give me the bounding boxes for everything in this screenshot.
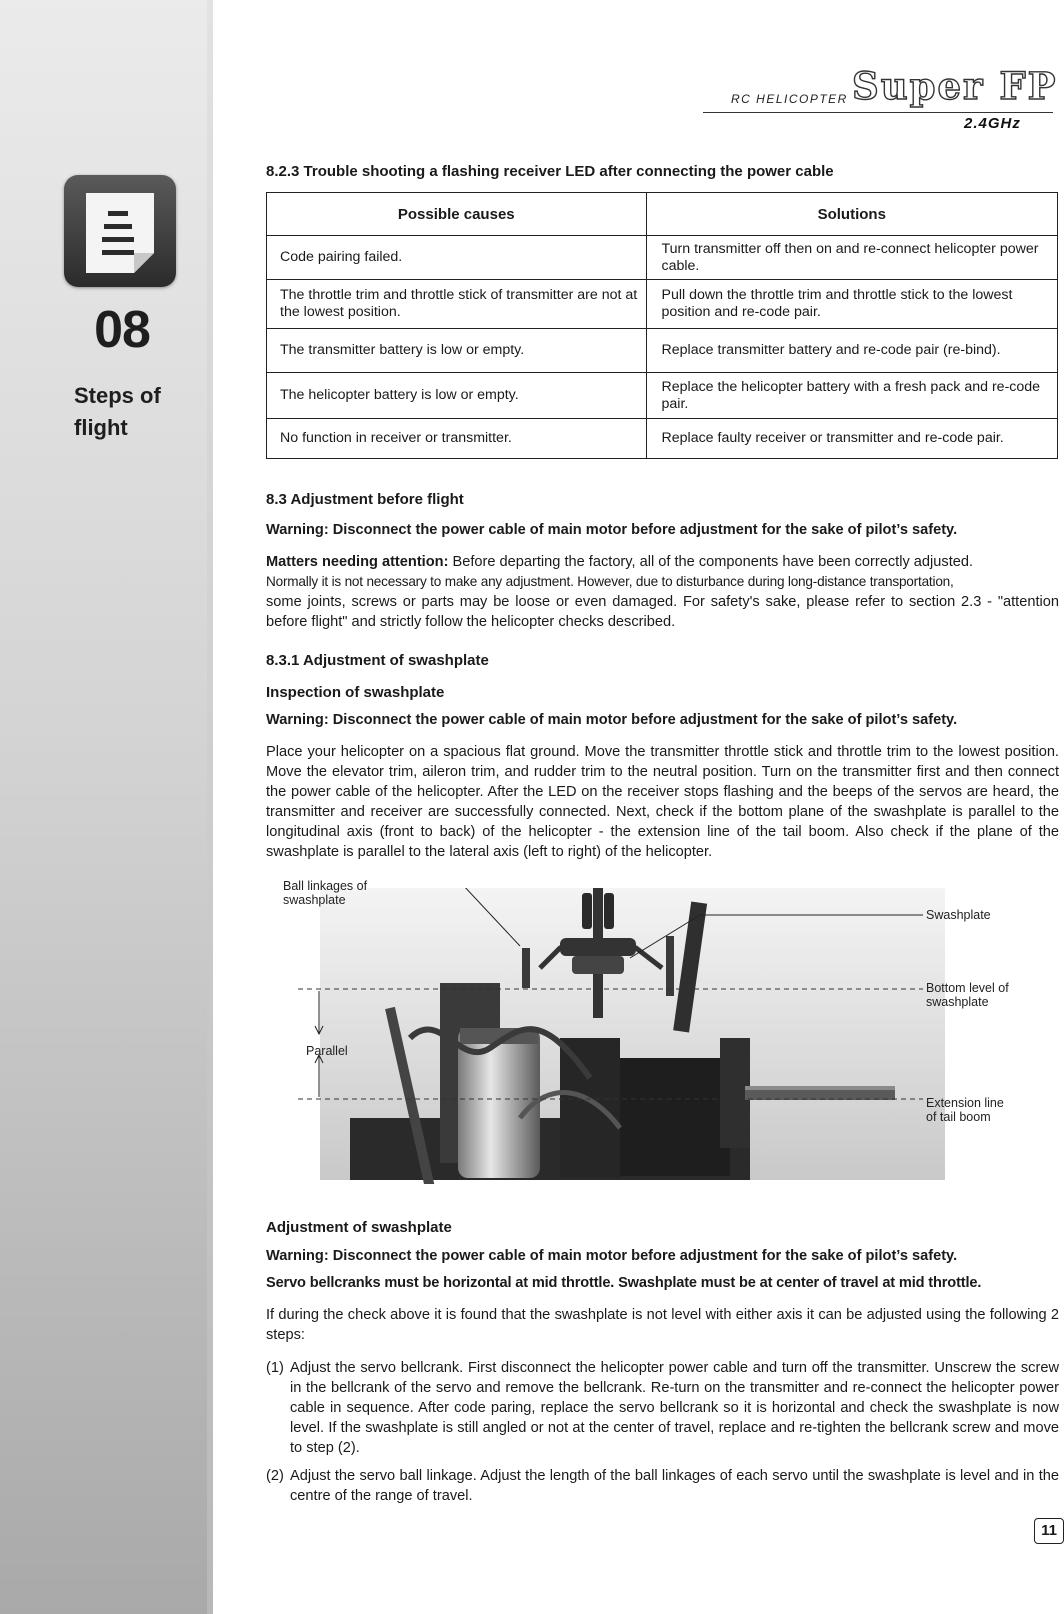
adjustment-title: Adjustment of swashplate — [266, 1219, 452, 1236]
attention-paragraph — [266, 552, 1059, 632]
col-header-solutions: Solutions — [646, 193, 1057, 236]
inspection-paragraph: Place your helicopter on a spacious flat ground. Move the transmitter throttle stick and throttle trim to the lowest position. Move the elevator trim, aileron trim, and rudder trim to the neutral position. Turn on the transmitter first and then connect the power cable of the helicopter. After the LED on the receiver stops flashing and the beeps of the servos are heard, the transmitter and receiver are successfully connected. Next, check if the bottom plane of the swashplate is parallel to the longitudinal axis (front to back) of the helicopter - the extension line of the tail boom. Also check if the plane of the swashplate is parallel to the lateral axis (left to right) of the helicopter. — [266, 744, 1059, 860]
cause-cell: The transmitter battery is low or empty. — [267, 329, 647, 373]
table-row — [267, 280, 1058, 329]
label-ext-line2: of tail boom — [926, 1110, 991, 1124]
solution-cell: Replace faulty receiver or transmitter and re-code pair. — [646, 419, 1057, 459]
section-83-title: 8.3 Adjustment before flight — [266, 491, 464, 508]
adjustment-steps — [266, 1358, 1059, 1514]
table-row — [267, 419, 1058, 459]
col-header-causes: Possible causes — [267, 193, 647, 236]
label-bottom-line2: swashplate — [926, 995, 989, 1009]
frequency-badge: 2.4GHz — [964, 115, 1021, 132]
troubleshooting-table — [266, 192, 1058, 459]
attention-line1: Before departing the factory, all of the components have been correctly adjusted. — [448, 554, 974, 570]
table-row — [267, 329, 1058, 373]
table-header-row — [267, 193, 1058, 236]
servo-note: Servo bellcranks must be horizontal at mid throttle. Swashplate must be at center of travel at mid throttle. — [266, 1275, 982, 1291]
table-row — [267, 373, 1058, 419]
warning-text: Warning: Disconnect the power cable of main motor before adjustment for the sake of pilot’s safety. — [266, 522, 958, 538]
adjustment-intro: If during the check above it is found that the swashplate is not level with either axis it can be adjusted using the following 2 steps: — [266, 1307, 1059, 1343]
swashplate-figure — [283, 879, 1050, 1184]
chapter-title-line1: Steps of — [74, 383, 161, 408]
attention-line2: Normally it is not necessary to make any adjustment. However, due to disturbance during long-distance transportation, — [266, 574, 954, 589]
cause-cell: The throttle trim and throttle stick of transmitter are not at the lowest position. — [267, 280, 647, 329]
label-ball-linkages — [283, 879, 367, 907]
step-number: (2) — [266, 1468, 284, 1484]
cause-cell: The helicopter battery is low or empty. — [267, 373, 647, 419]
inspection-title: Inspection of swashplate — [266, 684, 445, 701]
label-bottom-line1: Bottom level of — [926, 981, 1009, 995]
solution-cell: Turn transmitter off then on and re-connect helicopter power cable. — [646, 236, 1057, 280]
header-subtitle: RC HELICOPTER — [731, 92, 848, 106]
label-parallel: Parallel — [306, 1044, 348, 1058]
helicopter-photo — [290, 888, 1050, 1184]
solution-cell: Replace transmitter battery and re-code pair (re-bind). — [646, 329, 1057, 373]
attention-label: Matters needing attention: — [266, 554, 449, 570]
chapter-number: 08 — [94, 301, 150, 359]
chapter-title-line2: flight — [74, 415, 128, 440]
attention-line3: some joints, screws or parts may be loose or even damaged. For safety's sake, please refer to section 2.3 - "attention before flight" and strictly follow the helicopter checks described. — [266, 594, 1059, 630]
step-text: Adjust the servo ball linkage. Adjust the length of the ball linkages of each servo until the swashplate is level and in the centre of the range of travel. — [290, 1468, 1059, 1504]
label-ball-line1: Ball linkages of — [283, 879, 368, 893]
label-swashplate: Swashplate — [926, 908, 991, 922]
section-831-title: 8.3.1 Adjustment of swashplate — [266, 652, 489, 669]
label-ext-line1: Extension line — [926, 1096, 1004, 1110]
section-823-title: 8.2.3 Trouble shooting a flashing receiver LED after connecting the power cable — [266, 163, 834, 180]
solution-cell: Pull down the throttle trim and throttle stick to the lowest position and re-code pair. — [646, 280, 1057, 329]
label-bottom-level — [926, 981, 1009, 1009]
chapter-title — [74, 380, 194, 444]
step-item — [266, 1358, 1059, 1458]
page-number: 11 — [1034, 1518, 1064, 1544]
step-text: Adjust the servo bellcrank. First disconnect the helicopter power cable and turn off the transmitter. Unscrew the screw in the bellcrank of the servo and remove the bellcrank. Re-turn on the transmitter and re-connect the helicopter power cable in sequence. After code paring, replace the servo bellcrank so it is horizontal and check the swashplate is now level. If the swashplate is still angled or not at the center of travel, replace and re-tighten the bellcrank screw and move to step (2). — [290, 1360, 1059, 1456]
label-extension-line — [926, 1096, 1004, 1124]
solution-cell: Replace the helicopter battery with a fresh pack and re-code pair. — [646, 373, 1057, 419]
warning-text: Warning: Disconnect the power cable of main motor before adjustment for the sake of pilot’s safety. — [266, 1248, 958, 1264]
cause-cell: No function in receiver or transmitter. — [267, 419, 647, 459]
step-item — [266, 1466, 1059, 1506]
step-number: (1) — [266, 1360, 284, 1376]
sidebar-edge — [207, 0, 213, 1614]
table-row — [267, 236, 1058, 280]
cause-cell: Code pairing failed. — [267, 236, 647, 280]
brand-logo: Super FP — [852, 64, 1058, 108]
warning-text: Warning: Disconnect the power cable of main motor before adjustment for the sake of pilot’s safety. — [266, 712, 958, 728]
label-ball-line2: swashplate — [283, 893, 346, 907]
header-rule — [703, 112, 1053, 113]
document-icon — [64, 175, 176, 287]
